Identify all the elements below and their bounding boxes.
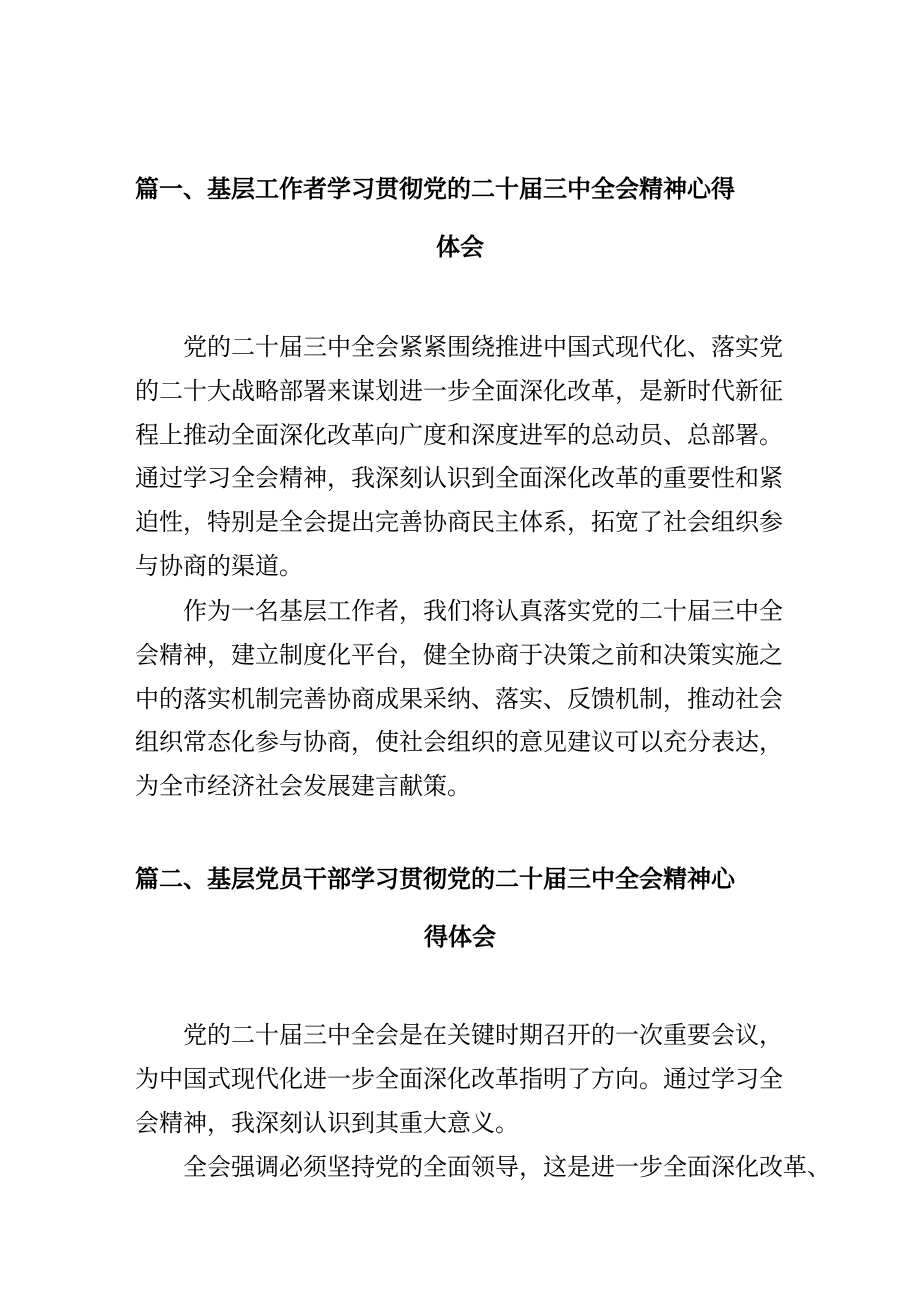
section1-paragraph-2: 作为一名基层工作者，我们将认真落实党的二十届三中全会精神，建立制度化平台，健全协商于决策之前和决策实施之中的落实机制完善协商成果采纳、落实、反馈机制，推动社会组织常态化参与协商，使社会组织的意见建议可以充分表达，为全市经济社会发展建言献策。 xyxy=(135,597,783,801)
section1-paragraph-1: 党的二十届三中全会紧紧围绕推进中国式现代化、落实党的二十大战略部署来谋划进一步全面深化改革，是新时代新征程上推动全面深化改革向广度和深度进军的总动员、总部署。通过学习全会精神，我深刻认识到全面深化改革的重要性和紧迫性，特别是全会提出完善协商民主体系，拓宽了社会组织参与协商的渠道。 xyxy=(135,333,783,580)
section2-title-line1: 篇二、基层党员干部学习贯彻党的二十届三中全会精神心 xyxy=(135,865,735,893)
section2-title-line2: 得体会 xyxy=(424,923,496,951)
section1-title-line1: 篇一、基层工作者学习贯彻党的二十届三中全会精神心得 xyxy=(135,175,735,203)
section1-title-line2: 体会 xyxy=(436,233,484,261)
section2-paragraph-2: 全会强调必须坚持党的全面领导，这是进一步全面深化改革、 xyxy=(183,1153,831,1181)
section2-paragraph-1: 党的二十届三中全会是在关键时期召开的一次重要会议，为中国式现代化进一步全面深化改革指明了方向。通过学习全会精神，我深刻认识到其重大意义。 xyxy=(135,1021,783,1137)
